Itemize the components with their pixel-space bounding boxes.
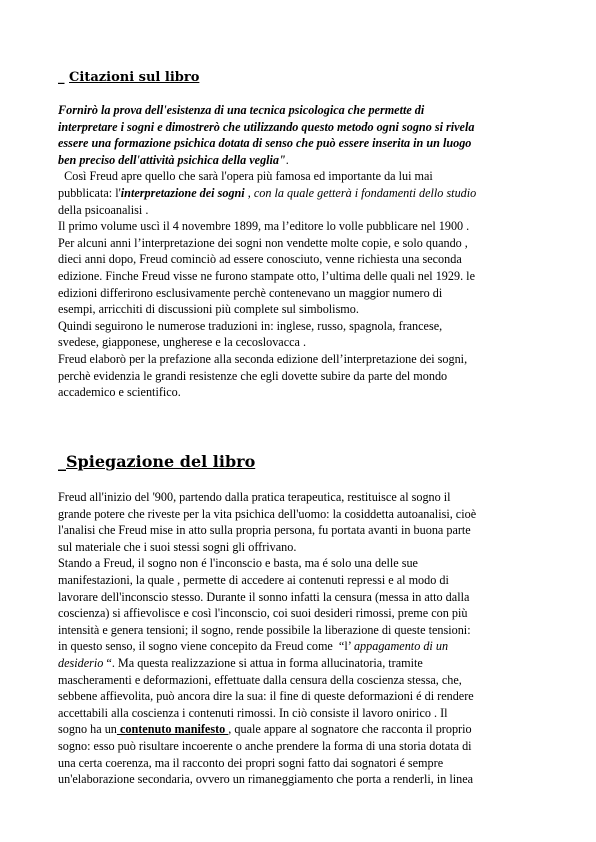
- body-line: sogno ha un contenuto manifesto , quale appare al sognatore che racconta il proprio: [58, 722, 472, 737]
- body-line: sul materiale che i suoi stessi sogni gli offrivano.: [58, 539, 297, 554]
- book-title: interpretazione dei sogni: [120, 185, 245, 200]
- body-line: lavorare dell'inconscio stesso. Durante il sonno infatti la censura (messa in atto dalla: [58, 589, 470, 604]
- body-line: svedese, giapponese, ungherese e la cecoslovacca .: [58, 335, 307, 350]
- key-term: contenuto manifesto: [116, 722, 229, 737]
- body-line: un'elaborazione secondaria, ovvero un rimaneggiamento che porta a renderli, in linea: [58, 772, 474, 787]
- heading-prefix: _: [58, 452, 66, 471]
- body-line: coscienza) si affievolisce e così l'inconscio, coi suoi desideri rimossi, preme con più: [58, 606, 468, 621]
- body-line: accettabili alla coscienza i contenuti rimossi. In ciò consiste il lavoro onirico . Il: [58, 705, 448, 720]
- body-line: sebbene affievolita, può ancora dire la sua: il fine di queste deformazioni é di rendere: [58, 689, 474, 704]
- body-line: una certa coerenza, ma il racconto dei propri sogni fatto dai sognatori é sempre: [58, 755, 444, 770]
- body-line: Stando a Freud, il sogno non é l'inconscio e basta, ma é solo una delle sue: [58, 556, 418, 571]
- body-line: Così Freud apre quello che sarà l'opera più famosa ed importante da lui mai: [58, 169, 433, 184]
- body-line: grande potere che riveste per la vita psichica dell'uomo: la cosiddetta autoanalisi, cioè: [58, 506, 477, 521]
- quote-line: essere una formazione psichica dotata di senso che può essere inserita in un luogo: [58, 136, 472, 151]
- body-line: edizioni differirono esclusivamente perchè contenevano un maggior numero di: [58, 285, 443, 300]
- body-line: Per alcuni anni l’interpretazione dei sogni non vendette molte copie, e solo quando ,: [58, 235, 468, 250]
- section-heading-spiegazione: [58, 452, 255, 471]
- body-line: in questo senso, il sogno viene concepito da Freud come “l’ appagamento di un: [58, 639, 449, 654]
- body-line: Quindi seguirono le numerose traduzioni in: inglese, russo, spagnola, francese,: [58, 318, 443, 333]
- body-line: esempi, arricchiti di discussioni più complete sul simbolismo.: [58, 302, 359, 317]
- body-line: pubblicata: l'interpretazione dei sogni , con la quale getterà i fondamenti dello studio: [58, 185, 477, 200]
- body-line: perchè evidenzia le grandi resistenze che egli dovette subire da parte del mondo: [58, 368, 448, 383]
- heading-title: Citazioni sul libro: [69, 70, 200, 85]
- section-heading-citazioni: [58, 70, 199, 85]
- body-line: Freud all'inizio del '900, partendo dalla pratica terapeutica, restituisce al sogno il: [58, 490, 451, 504]
- section-body-spiegazione: [58, 489, 548, 788]
- body-line: intensità e genera tensioni; il sogno, rende possibile la liberazione di queste tensioni:: [58, 622, 471, 637]
- quote-line: Fornirò la prova dell'esistenza di una tecnica psicologica che permette di: [58, 103, 425, 117]
- body-line: Il primo volume uscì il 4 novembre 1899, ma l’editore lo volle pubblicare nel 1900 .: [58, 219, 470, 234]
- body-line: desiderio “. Ma questa realizzazione si attua in forma allucinatoria, tramite: [58, 655, 423, 670]
- body-line: mascheramenti e deformazioni, effettuate dalla censura della coscienza stessa, che,: [58, 672, 462, 687]
- body-line: edizione. Finche Freud visse ne furono stampate otto, l’ultima delle quali nel 1929. le: [58, 268, 475, 283]
- quote-line: interpretare i sogni e dimostrerò che utilizzando questo metodo ogni sogno si rivela: [58, 119, 475, 134]
- body-line: manifestazioni, la quale , permette di accedere ai contenuti repressi e al modo di: [58, 572, 449, 587]
- body-line: accademico e scientifico.: [58, 385, 181, 400]
- body-line: l'analisi che Freud mise in atto sulla propria persona, fu portata avanti in buona parte: [58, 523, 471, 538]
- section-body-citazioni: [58, 102, 548, 401]
- heading-title: Spiegazione del libro: [66, 452, 256, 471]
- body-line: dieci anni dopo, Freud cominciò ad essere conosciuto, venne richiesta una seconda: [58, 252, 462, 267]
- body-line: della psicoanalisi .: [58, 202, 149, 217]
- body-line: sogno: esso può risultare incoerente o anche prendere la forma di una storia dotata di: [58, 738, 472, 753]
- heading-prefix: _: [58, 70, 70, 85]
- body-line: Freud elaborò per la prefazione alla seconda edizione dell’interpretazione dei sogni,: [58, 351, 468, 366]
- quote-line: ben preciso dell'attività psichica della veglia".: [58, 152, 289, 167]
